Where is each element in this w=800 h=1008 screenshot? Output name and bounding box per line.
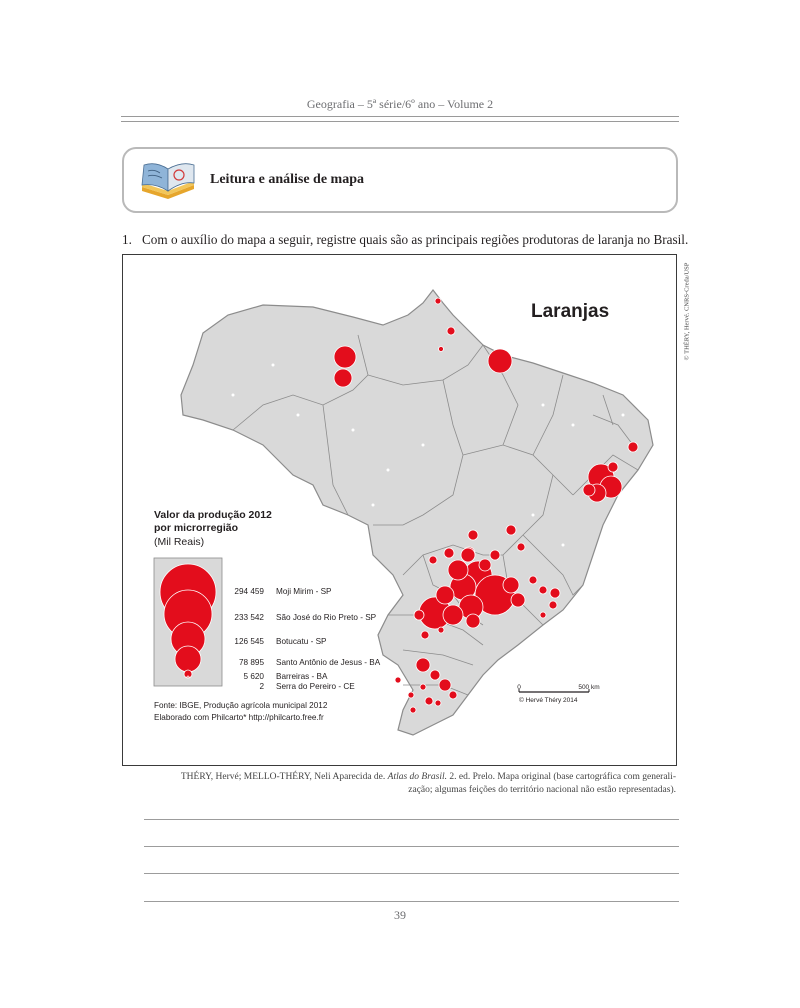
legend-value: 5 620 bbox=[243, 672, 264, 681]
legend-source: Fonte: IBGE, Produção agrícola municipal 2012 bbox=[154, 701, 328, 710]
production-symbol bbox=[420, 684, 426, 690]
legend-value: 233 542 bbox=[234, 613, 264, 622]
orange-production-map bbox=[122, 254, 677, 766]
production-symbol bbox=[436, 586, 454, 604]
legend-place: Botucatu - SP bbox=[276, 637, 327, 646]
production-symbol bbox=[511, 593, 525, 607]
legend-place: Santo Antônio de Jesus - BA bbox=[276, 658, 381, 667]
scale-start: 0 bbox=[517, 684, 521, 691]
section-heading-box bbox=[122, 147, 678, 213]
production-symbol bbox=[488, 349, 512, 373]
answer-line-1[interactable] bbox=[144, 819, 679, 820]
legend-place: Barreiras - BA bbox=[276, 672, 328, 681]
legend-place: Moji Mirim - SP bbox=[276, 587, 332, 596]
production-symbol bbox=[517, 543, 525, 551]
caption-book-title: Atlas do Brasil. bbox=[387, 772, 448, 782]
production-symbol bbox=[448, 560, 468, 580]
production-symbol bbox=[410, 707, 416, 713]
brazil-map bbox=[123, 255, 676, 765]
answer-line-3[interactable] bbox=[144, 873, 679, 874]
production-symbol bbox=[421, 631, 429, 639]
map-legend bbox=[154, 509, 381, 722]
open-atlas-icon bbox=[138, 157, 198, 201]
scale-end: 500 km bbox=[578, 684, 600, 691]
production-symbol bbox=[503, 577, 519, 593]
question-text: Com o auxílio do mapa a seguir, registre quais são as principais regiões produtoras de laranja no Brasil. bbox=[142, 232, 689, 247]
production-symbol bbox=[540, 612, 546, 618]
page-number: 39 bbox=[394, 908, 406, 922]
map-caption-line1 bbox=[124, 771, 676, 783]
production-symbol bbox=[334, 369, 352, 387]
answer-line-2[interactable] bbox=[144, 846, 679, 847]
legend-place: São José do Rio Preto - SP bbox=[276, 613, 377, 622]
production-symbol bbox=[425, 697, 433, 705]
production-symbol bbox=[334, 346, 356, 368]
caption-details-2: zação; algumas feições do território nacional não estão representadas). bbox=[408, 785, 676, 795]
production-symbol bbox=[430, 670, 440, 680]
production-symbol bbox=[490, 550, 500, 560]
production-symbol bbox=[438, 627, 444, 633]
scale-bar bbox=[517, 684, 599, 704]
caption-author: THÉRY, Hervé; MELLO-THÉRY, Neli Aparecida de. bbox=[180, 772, 386, 782]
production-symbol bbox=[506, 525, 516, 535]
production-symbol bbox=[583, 484, 595, 496]
production-symbol bbox=[447, 327, 455, 335]
production-symbol bbox=[414, 610, 424, 620]
legend-title-line2: por microrregião bbox=[154, 522, 239, 534]
section-title: Leitura e análise de mapa bbox=[210, 172, 364, 187]
legend-symbol-78895 bbox=[175, 646, 201, 672]
production-symbol bbox=[439, 347, 444, 352]
production-symbol bbox=[539, 586, 547, 594]
image-credit bbox=[682, 258, 692, 368]
running-header: Geografia – 5ª série/6º ano – Volume 2 bbox=[306, 97, 494, 111]
question-1 bbox=[122, 232, 688, 248]
production-symbol bbox=[628, 442, 638, 452]
legend-value: 78 895 bbox=[238, 658, 264, 667]
production-symbol bbox=[608, 462, 618, 472]
question-number: 1. bbox=[122, 232, 132, 247]
production-symbol bbox=[416, 658, 430, 672]
production-symbol bbox=[466, 614, 480, 628]
legend-place: Serra do Pereiro - CE bbox=[276, 682, 355, 691]
production-symbol bbox=[529, 576, 537, 584]
image-credit-text: © THÉRY, Hervé. CNRS-Creda/USP bbox=[683, 262, 691, 361]
production-symbol bbox=[468, 530, 478, 540]
production-symbol bbox=[435, 298, 441, 304]
map-title: Laranjas bbox=[531, 301, 610, 322]
legend-unit: (Mil Reais) bbox=[154, 536, 205, 548]
production-symbol bbox=[408, 692, 414, 698]
legend-made-with: Elaborado com Philcarto* http://philcarto.free.fr bbox=[154, 713, 324, 722]
header-rule-top bbox=[121, 116, 679, 117]
production-symbol bbox=[449, 691, 457, 699]
production-symbol bbox=[479, 559, 491, 571]
production-symbol bbox=[550, 588, 560, 598]
answer-line-4[interactable] bbox=[144, 901, 679, 902]
legend-symbol-2 bbox=[187, 676, 189, 678]
production-symbol bbox=[443, 605, 463, 625]
production-symbol bbox=[435, 700, 441, 706]
production-symbol bbox=[461, 548, 475, 562]
legend-title-line1: Valor da produção 2012 bbox=[154, 509, 272, 521]
production-symbol bbox=[549, 601, 557, 609]
production-symbol bbox=[439, 679, 451, 691]
legend-value: 294 459 bbox=[234, 587, 264, 596]
caption-details-1: 2. ed. Prelo. Mapa original (base cartográfica com generali- bbox=[449, 772, 676, 782]
production-symbol bbox=[444, 548, 454, 558]
legend-value: 126 545 bbox=[234, 637, 264, 646]
production-symbol bbox=[395, 677, 401, 683]
legend-value: 2 bbox=[259, 682, 264, 691]
production-symbol bbox=[429, 556, 437, 564]
map-author: © Hervé Théry 2014 bbox=[519, 697, 578, 704]
header-rule-bottom bbox=[121, 121, 679, 122]
map-caption-line2 bbox=[124, 784, 676, 796]
